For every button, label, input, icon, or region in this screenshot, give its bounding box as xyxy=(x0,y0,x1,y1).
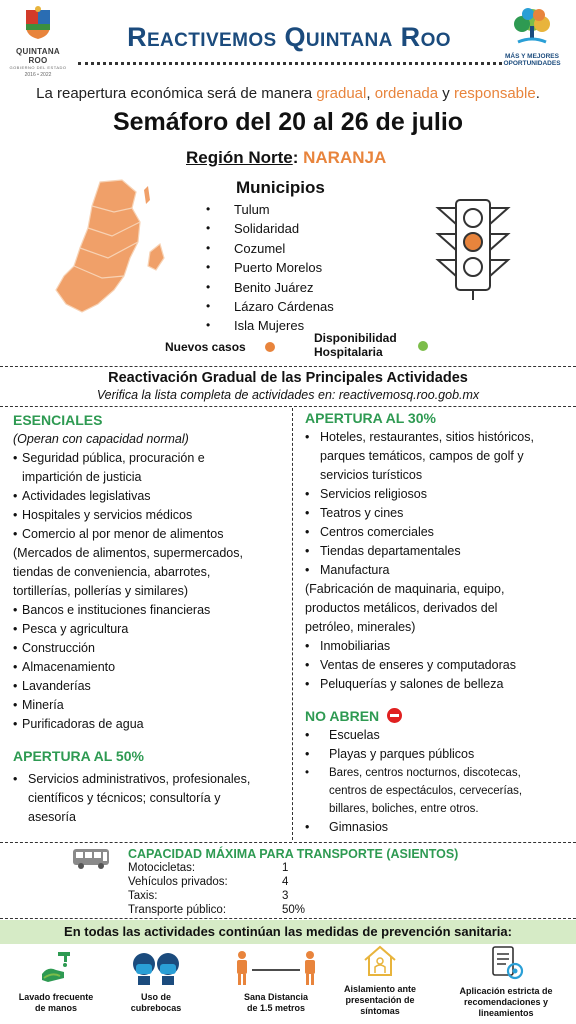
transport-row-value: 3 xyxy=(282,890,289,902)
face-mask-icon xyxy=(130,950,182,986)
transport-row-value: 50% xyxy=(282,904,306,916)
list-note: tiendas de conveniencia, abarrotes, xyxy=(13,565,211,579)
list-item: • Puerto Morelos xyxy=(206,258,334,277)
title-divider xyxy=(78,62,502,65)
municipios-title: Municipios xyxy=(236,178,325,197)
list-item: • Lavanderías xyxy=(13,677,285,696)
list-note: petróleo, minerales) xyxy=(305,620,416,634)
list-item: • Seguridad pública, procuración e impartición de justicia xyxy=(13,449,285,487)
divider xyxy=(0,842,576,843)
logo-line2: OPORTUNIDADES xyxy=(503,60,561,67)
right-column xyxy=(305,408,571,837)
activities-title: Reactivación Gradual de las Principales Actividades xyxy=(108,370,468,386)
list-item: • Lázaro Cárdenas xyxy=(206,297,334,316)
divider xyxy=(0,406,576,407)
page-title: Reactivemos Quintana Roo xyxy=(127,22,451,52)
intro-responsable: responsable xyxy=(453,85,536,102)
intro-suffix: . xyxy=(535,85,540,102)
intro-sep2: y xyxy=(438,85,454,102)
list-item: • Gimnasios xyxy=(305,818,571,837)
list-item: • Benito Juárez xyxy=(206,278,334,297)
measure-label: recomendaciones y xyxy=(463,997,549,1007)
activities-subtitle: Verifica la lista completa de actividades en: reactivemosq.roo.gob.mx xyxy=(96,388,480,402)
list-item: • Solidaridad xyxy=(206,219,334,238)
region-status xyxy=(186,148,386,168)
house-icon xyxy=(361,944,399,978)
list-item: • Isla Mujeres xyxy=(206,316,334,335)
logo-line1: MÁS Y MEJORES xyxy=(505,53,559,60)
disponibilidad-line2: Hospitalaria xyxy=(314,345,383,359)
transport-row-label: Transporte público: xyxy=(128,904,227,916)
transport-row-label: Taxis: xyxy=(128,890,158,902)
list-item: • Centros comerciales xyxy=(305,523,571,542)
list-item: • Hoteles, restaurantes, sitios históricos, parques temáticos, campos de golf y servicios turísticos xyxy=(305,428,571,485)
municipios-list xyxy=(206,200,334,336)
measure-label: de manos xyxy=(34,1003,77,1013)
measure-isolation xyxy=(334,944,426,1017)
list-item: • Bares, centros nocturnos, discotecas, centros de espectáculos, cervecerías, billares, boliches, entre otros. xyxy=(305,764,571,818)
list-item: • Inmobiliarias xyxy=(305,637,571,656)
list-note: tortillerías, pollerías y similares) xyxy=(13,584,189,598)
checklist-icon xyxy=(488,944,524,980)
esenciales-note: (Operan con capacidad normal) xyxy=(13,432,189,446)
apertura30-heading: APERTURA AL 30% xyxy=(305,410,436,426)
apertura50-heading: APERTURA AL 50% xyxy=(13,748,144,764)
nuevos-casos-dot xyxy=(265,342,275,352)
region-label: Región Norte xyxy=(186,148,293,167)
measure-label: lineamientos xyxy=(478,1008,534,1018)
list-item: • Playas y parques públicos xyxy=(305,745,571,764)
quintana-roo-logo xyxy=(6,6,70,78)
oportunidades-logo xyxy=(496,6,568,76)
traffic-light-icon xyxy=(434,198,512,302)
logo-sub: GOBIERNO DEL ESTADO xyxy=(9,65,67,70)
measure-label: Aislamiento ante xyxy=(343,984,417,994)
social-distance-icon xyxy=(228,950,324,986)
divider xyxy=(0,366,576,367)
region-map-icon xyxy=(52,178,182,330)
list-item: • Actividades legislativas xyxy=(13,487,285,506)
list-item: • Ventas de enseres y computadoras xyxy=(305,656,571,675)
intro-sep1: , xyxy=(366,85,375,102)
measure-label: Uso de xyxy=(140,992,171,1002)
no-abren-heading: NO ABREN xyxy=(305,706,571,726)
measure-label: síntomas xyxy=(360,1006,400,1016)
list-note: (Fabricación de maquinaria, equipo, xyxy=(305,582,505,596)
region-value: NARANJA xyxy=(303,148,387,167)
list-item: • Minería xyxy=(13,696,285,715)
intro-gradual: gradual xyxy=(316,85,367,102)
disponibilidad-dot xyxy=(418,341,428,351)
list-item: • Teatros y cines xyxy=(305,504,571,523)
transport-row-value: 1 xyxy=(282,862,289,874)
measure-mask xyxy=(116,950,196,1014)
list-item: • Bancos e instituciones financieras xyxy=(13,601,285,620)
tree-icon xyxy=(510,6,554,48)
list-note: (Mercados de alimentos, supermercados, xyxy=(13,546,243,560)
measure-handwash xyxy=(10,950,102,1014)
list-item: • Servicios administrativos, profesionales, científicos y técnicos; consultoría y asesoría xyxy=(13,770,285,827)
measure-distance xyxy=(222,950,330,1014)
measure-label: presentación de xyxy=(345,995,415,1005)
measure-label: Aplicación estricta de xyxy=(459,986,553,996)
list-item: • Hospitales y servicios médicos xyxy=(13,506,285,525)
bus-icon xyxy=(72,848,110,870)
transport-row-label: Motocicletas: xyxy=(128,862,196,874)
header xyxy=(0,0,576,82)
intro-prefix: La reapertura económica será de manera xyxy=(36,85,317,102)
no-entry-icon xyxy=(387,708,402,723)
intro-text xyxy=(0,85,576,102)
list-item: • Escuelas xyxy=(305,726,571,745)
semaforo-title: Semáforo del 20 al 26 de julio xyxy=(112,108,464,136)
list-note: productos metálicos, derivados del xyxy=(305,601,498,615)
list-item: • Construcción xyxy=(13,639,285,658)
prevention-band-text: En todas las actividades continúan las medidas de prevención sanitaria: xyxy=(64,924,512,939)
spacer xyxy=(305,694,571,706)
divider xyxy=(0,918,576,919)
disponibilidad-label xyxy=(314,331,397,359)
disponibilidad-line1: Disponibilidad xyxy=(314,331,397,345)
transport-row-value: 4 xyxy=(282,876,289,888)
list-item: • Tulum xyxy=(206,200,334,219)
handwash-icon xyxy=(38,950,74,986)
list-item: • Manufactura xyxy=(305,561,571,580)
list-item: • Cozumel xyxy=(206,239,334,258)
measure-label: de 1.5 metros xyxy=(246,1003,306,1013)
nuevos-casos-label: Nuevos casos xyxy=(165,340,246,354)
esenciales-heading: ESENCIALES xyxy=(13,412,103,428)
transport-title: CAPACIDAD MÁXIMA PARA TRANSPORTE (ASIENTOS) xyxy=(128,847,459,861)
list-item: • Servicios religiosos xyxy=(305,485,571,504)
column-divider xyxy=(292,408,293,840)
logo-name: QUINTANA ROO xyxy=(15,47,61,65)
spacer xyxy=(13,734,285,746)
list-item: • Tiendas departamentales xyxy=(305,542,571,561)
region-colon: : xyxy=(292,148,304,167)
intro-ordenada: ordenada xyxy=(374,85,439,102)
measure-label: Sana Distancia xyxy=(243,992,309,1002)
logo-years: 2016 • 2022 xyxy=(24,72,52,78)
list-item: • Purificadoras de agua xyxy=(13,715,285,734)
measure-label: cubrebocas xyxy=(130,1003,182,1013)
transport-row-label: Vehículos privados: xyxy=(128,876,228,888)
measure-guidelines xyxy=(440,944,572,1019)
list-item: • Comercio al por menor de alimentos xyxy=(13,525,285,544)
measure-label: Lavado frecuente xyxy=(18,992,94,1002)
list-item: • Pesca y agricultura xyxy=(13,620,285,639)
coat-of-arms-icon xyxy=(23,6,53,40)
left-column xyxy=(13,410,285,827)
list-item: • Peluquerías y salones de belleza xyxy=(305,675,571,694)
list-item: • Almacenamiento xyxy=(13,658,285,677)
